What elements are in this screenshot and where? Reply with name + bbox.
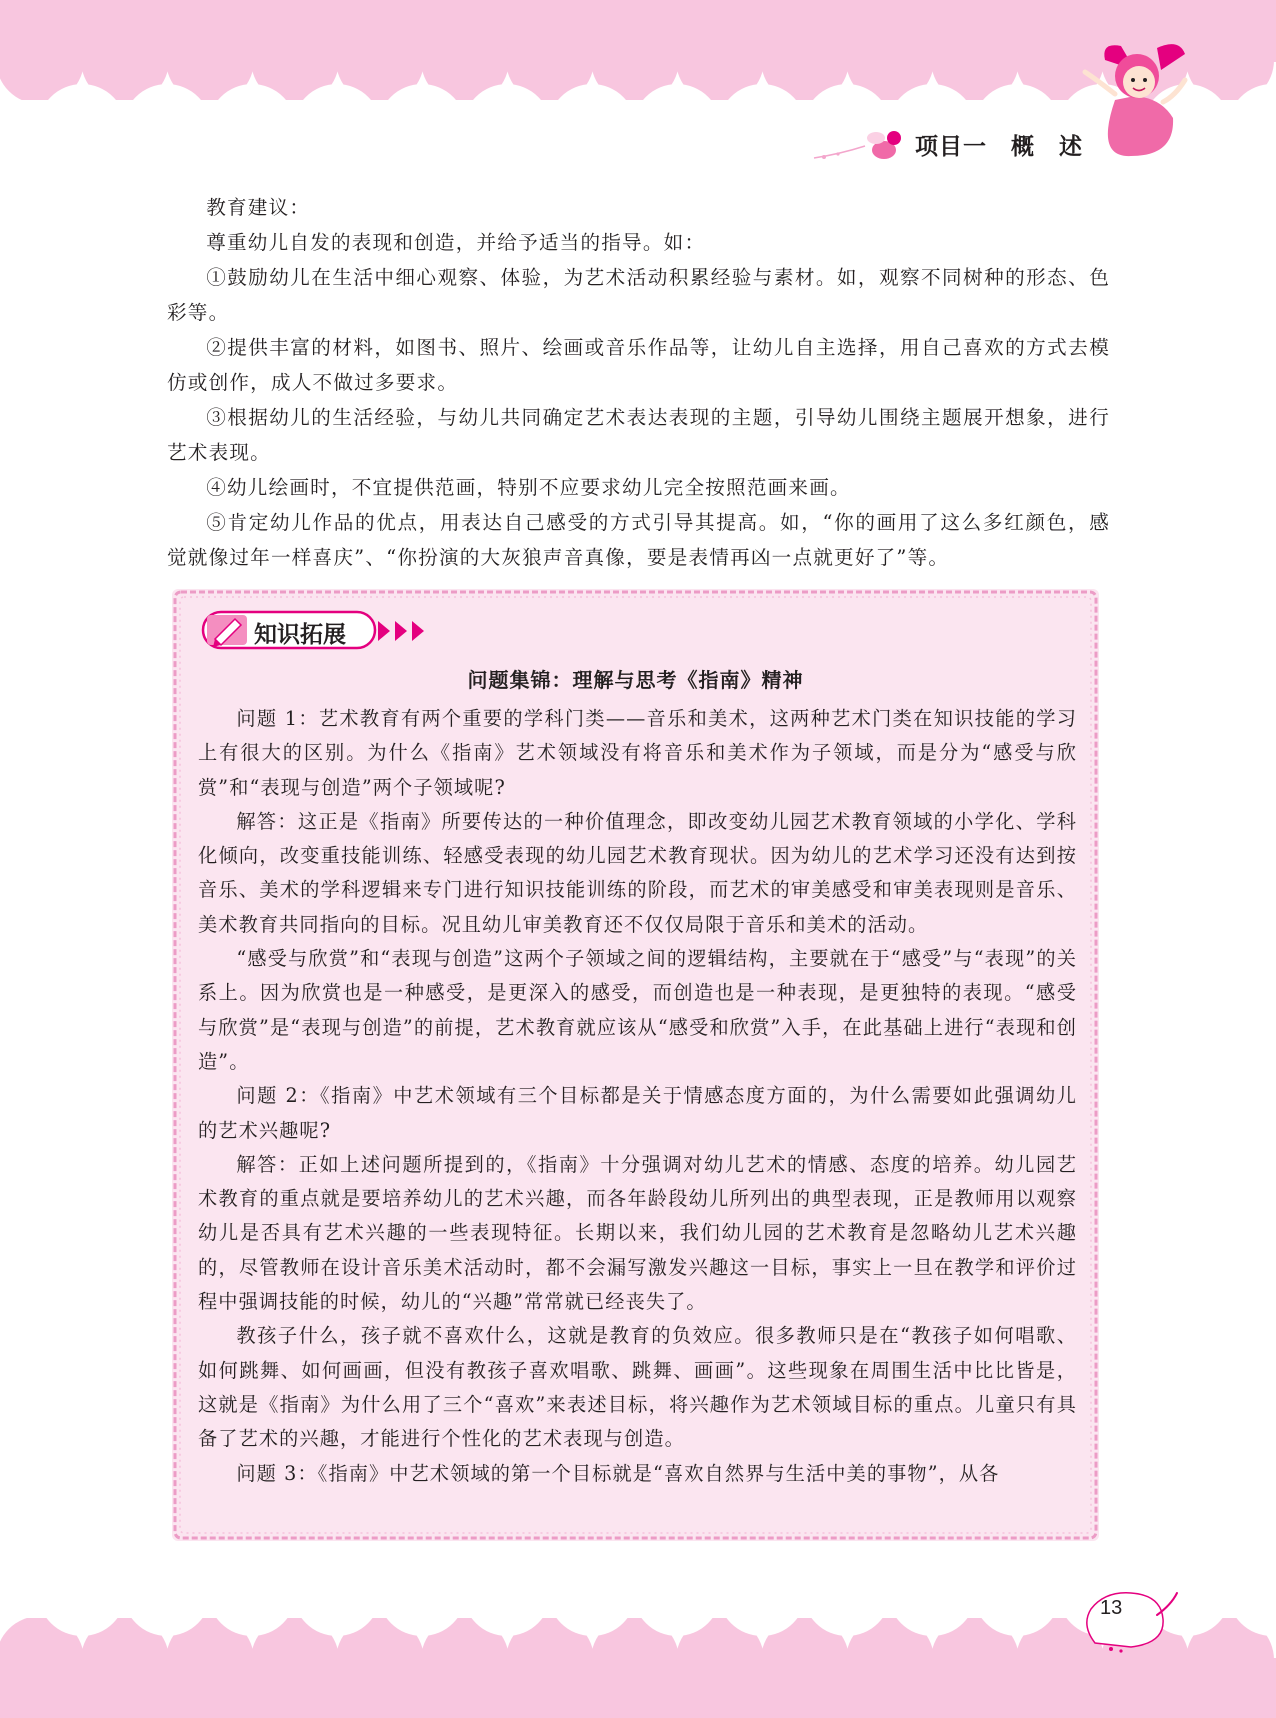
fairy-icon <box>810 124 915 169</box>
question-paragraph: 问题 3：《指南》中艺术领域的第一个目标就是“喜欢自然界与生活中美的事物”，从各 <box>236 1461 1000 1485</box>
body-paragraph: ④幼儿绘画时，不宜提供范画，特别不应要求幼儿完全按照范画来画。 <box>206 476 851 499</box>
knowledge-heading: 知识拓展 <box>254 622 346 648</box>
body-paragraph: 尊重幼儿自发的表现和创造，并给予适当的指导。如： <box>206 231 706 254</box>
answer-paragraph: 解答：这正是《指南》所要传达的一种价值理念，即改变幼儿园艺术教育领域的小学化、学科化倾向，改变重技能训练、轻感受表现的幼儿园艺术教育现状。因为幼儿的艺术学习还没有达到按音乐、美术的学科逻辑来专门进行知识技能训练的阶段，而艺术的审美感受和审美表现则是音乐、美术教育共同指向的目标。况且幼儿审美教育还不仅仅局限于音乐和美术的活动。 <box>198 809 1077 936</box>
page-number: 13 <box>1100 1597 1123 1619</box>
body-paragraph: ②提供丰富的材料，如图书、照片、绘画或音乐作品等，让幼儿自主选择，用自己喜欢的方式去模仿或创作，成人不做过多要求。 <box>167 336 1110 394</box>
answer-paragraph: 解答：正如上述问题所提到的，《指南》十分强调对幼儿艺术的情感、态度的培养。幼儿园艺术教育的重点就是要培养幼儿的艺术兴趣，而各年龄段幼儿所列出的典型表现，正是教师用以观察幼儿是否具有艺术兴趣的一些表现特征。长期以来，我们幼儿园的艺术教育是忽略幼儿艺术兴趣的，尽管教师在设计音乐美术活动时，都不会漏写激发兴趣这一目标，事实上一旦在教学和评价过程中强调技能的时候，幼儿的“兴趣”常常就已经丧失了。 <box>198 1152 1077 1314</box>
chapter-name: 概 述 <box>1011 134 1083 160</box>
triple-arrow-icon <box>376 618 428 644</box>
body-paragraph: ①鼓励幼儿在生活中细心观察、体验，为艺术活动积累经验与素材。如，观察不同树种的形态、色彩等。 <box>167 266 1110 324</box>
girl-illustration <box>1075 40 1195 160</box>
chapter-number: 项目一 <box>915 134 987 160</box>
suggestion-heading: 教育建议： <box>206 196 311 219</box>
knowledge-text <box>198 702 1077 1491</box>
answer-paragraph: “感受与欣赏”和“表现与创造”这两个子领域之间的逻辑结构，主要就在于“感受”与“表现”的关系上。因为欣赏也是一种感受，是更深入的感受，而创造也是一种表现，是更独特的表现。“感受与欣赏”是“表现与创造”的前提，艺术教育就应该从“感受和欣赏”入手，在此基础上进行“表现和创造”。 <box>198 947 1077 1073</box>
body-text <box>167 190 1110 575</box>
question-paragraph: 问题 2：《指南》中艺术领域有三个目标都是关于情感态度方面的，为什么需要如此强调幼儿的艺术兴趣呢? <box>198 1084 1077 1142</box>
body-paragraph: ⑤肯定幼儿作品的优点，用表达自己感受的方式引导其提高。如，“你的画用了这么多红颜色，感觉就像过年一样喜庆”、“你扮演的大灰狼声音真像，要是表情再凶一点就更好了”等。 <box>167 511 1110 569</box>
answer-paragraph: 教孩子什么，孩子就不喜欢什么，这就是教育的负效应。很多教师只是在“教孩子如何唱歌、如何跳舞、如何画画，但没有教孩子喜欢唱歌、跳舞、画画”。这些现象在周围生活中比比皆是，这就是《指南》为什么用了三个“喜欢”来表述目标，将兴趣作为艺术领域目标的重点。儿童只有具备了艺术的兴趣，才能进行个性化的艺术表现与创造。 <box>198 1324 1077 1451</box>
question-paragraph: 问题 1：艺术教育有两个重要的学科门类——音乐和美术，这两种艺术门类在知识技能的学习上有很大的区别。为什么《指南》艺术领域没有将音乐和美术作为子领域，而是分为“感受与欣赏”和“表现与创造”两个子领域呢? <box>198 707 1077 799</box>
chapter-title <box>915 128 1083 161</box>
body-paragraph: ③根据幼儿的生活经验，与幼儿共同确定艺术表达表现的主题，引导幼儿围绕主题展开想象，进行艺术表现。 <box>167 406 1110 464</box>
page-number-badge <box>1075 1585 1185 1660</box>
knowledge-subtitle: 问题集锦：理解与思考《指南》精神 <box>467 668 804 692</box>
